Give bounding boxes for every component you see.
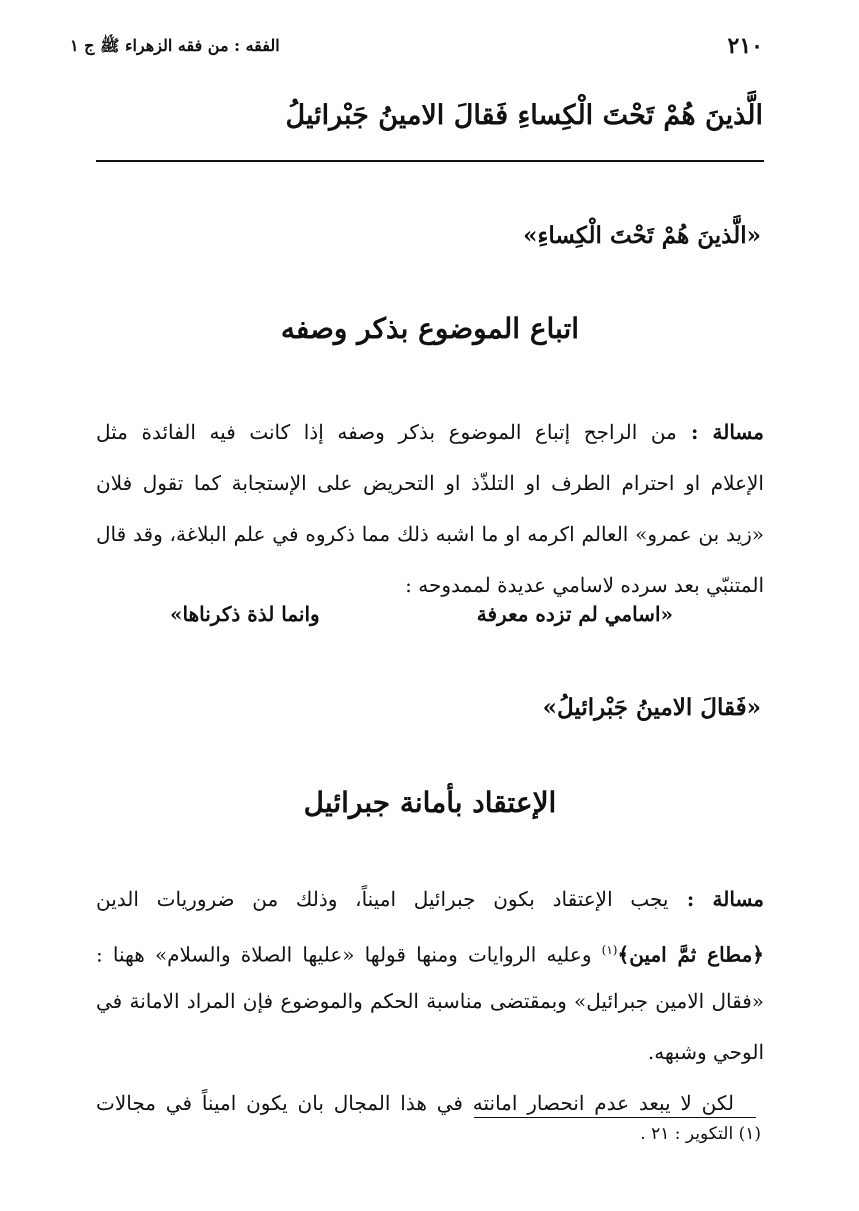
section2-quote: «فَقالَ الامينُ جَبْرائيلُ»	[542, 694, 761, 721]
section1-paragraph	[96, 407, 764, 611]
footnote-rule	[474, 1117, 756, 1118]
line-text: يجب الإعتقاد بكون جبرائيل اميناً، وذلك من ضروريات الدين	[96, 887, 669, 911]
line-text: وعليه الروايات ومنها قولها «عليها الصلاة والسلام» ههنا :	[96, 942, 602, 967]
quran-quote: ﴿مطاع ثمَّ امين﴾	[617, 942, 764, 967]
running-title: الفقه : من فقه الزهراء ﷺ ج ١	[70, 36, 280, 55]
paragraph-line	[96, 874, 764, 925]
issue-label: مسالة :	[668, 887, 765, 911]
footnote-marker: (١)	[601, 943, 618, 957]
line-text: الوحي وشبهه.	[647, 1040, 764, 1064]
verse-second-hemistich: وانما لذة ذكرناها»	[170, 602, 320, 626]
paragraph-line	[96, 509, 764, 560]
paragraph-line	[96, 458, 764, 509]
section1-title: اتباع الموضوع بذكر وصفه	[280, 312, 580, 345]
header-rule	[96, 160, 764, 162]
verse-first-hemistich: «اسامي لم تزده معرفة	[476, 602, 673, 626]
paragraph-line	[96, 925, 764, 976]
paragraph-line	[96, 407, 764, 458]
line-text: الإعلام او احترام الطرف او التلذّذ او التحريض على الإستجابة كما تقول فلان	[96, 471, 764, 495]
section2-title: الإعتقاد بأمانة جبرائيل	[303, 786, 557, 819]
line-text: «زيد بن عمرو» العالم اكرمه او ما اشبه ذلك مما ذكروه في علم البلاغة، وقد قال	[96, 522, 764, 546]
section2-paragraph	[96, 874, 764, 1129]
line-text: من الراجح إتباع الموضوع بذكر وصفه إذا كانت فيه الفائدة مثل	[96, 420, 677, 444]
section1-quote: «الَّذينَ هُمْ تَحْتَ الْكِساءِ»	[523, 222, 761, 249]
issue-label: مسالة :	[676, 420, 764, 444]
chapter-heading: الَّذينَ هُمْ تَحْتَ الْكِساءِ فَقالَ الامينُ جَبْرائيلُ	[285, 100, 763, 131]
page-number: ٢١٠	[727, 33, 763, 59]
line-text: المتنبّي بعد سرده لاسامي عديدة لممدوحه :	[405, 573, 764, 597]
footnote: (١) التكوير : ٢١ .	[640, 1124, 761, 1144]
paragraph-line	[96, 1078, 764, 1129]
paragraph-line	[96, 976, 764, 1027]
paragraph-line	[96, 1027, 764, 1078]
line-text: لكن لا يبعد عدم انحصار امانته في هذا المجال بان يكون اميناً في مجالات	[96, 1091, 734, 1115]
line-text: «فقال الامين جبرائيل» وبمقتضى مناسبة الحكم والموضوع فإن المراد الامانة في	[96, 989, 764, 1013]
